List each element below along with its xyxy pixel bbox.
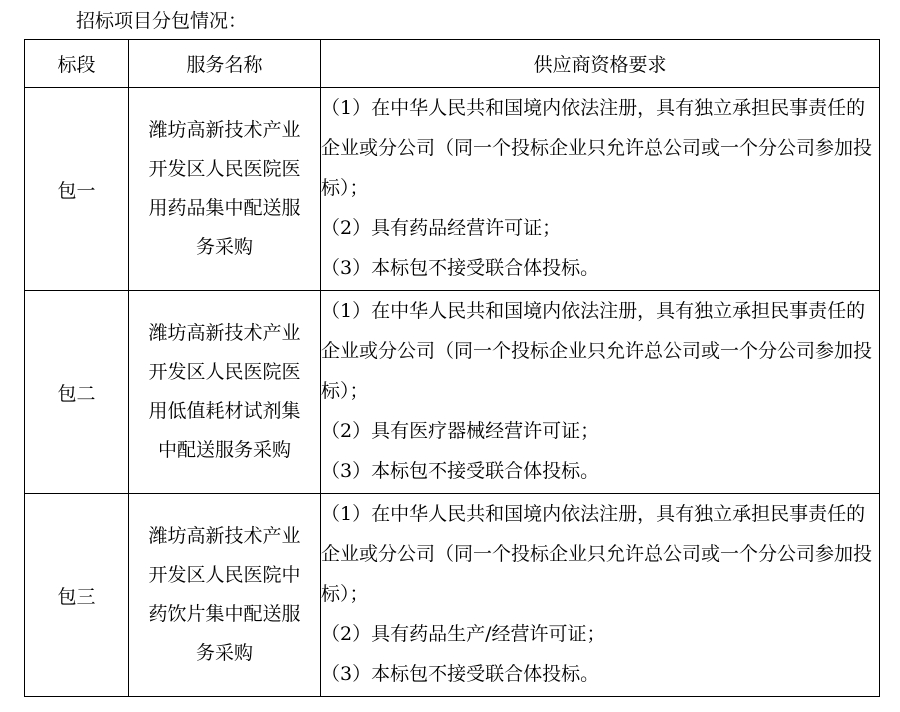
requirement-item: （2）具有药品经营许可证； <box>321 217 562 239</box>
header-service-name: 服务名称 <box>129 40 321 88</box>
table-row <box>25 291 880 494</box>
service-name: 潍坊高新技术产业开发区人民医院医用低值耗材试剂集中配送服务采购 <box>148 322 301 461</box>
bid-package-table <box>24 39 880 697</box>
segment-cell: 包一 <box>25 88 129 291</box>
table-header-row <box>25 40 880 88</box>
service-name: 潍坊高新技术产业开发区人民医院中药饮片集中配送服务采购 <box>148 525 301 664</box>
segment-cell: 包三 <box>25 494 129 697</box>
segment-cell: 包二 <box>25 291 129 494</box>
requirements-cell <box>321 88 880 291</box>
requirement-item: （3）本标包不接受联合体投标。 <box>321 460 600 482</box>
requirement-item: （3）本标包不接受联合体投标。 <box>321 257 600 279</box>
table-row <box>25 88 880 291</box>
service-cell <box>129 88 321 291</box>
requirement-item: （3）本标包不接受联合体投标。 <box>321 663 600 685</box>
service-cell <box>129 494 321 697</box>
requirements-cell <box>321 494 880 697</box>
header-supplier-requirements: 供应商资格要求 <box>321 40 880 88</box>
requirement-item: （1）在中华人民共和国境内依法注册，具有独立承担民事责任的企业或分公司（同一个投标企业只允许总公司或一个分公司参加投标）； <box>321 503 873 605</box>
requirement-item: （2）具有医疗器械经营许可证； <box>321 420 600 442</box>
requirement-item: （2）具有药品生产/经营许可证； <box>321 623 606 645</box>
requirement-item: （1）在中华人民共和国境内依法注册，具有独立承担民事责任的企业或分公司（同一个投标企业只允许总公司或一个分公司参加投标）； <box>321 97 873 199</box>
header-segment: 标段 <box>25 40 129 88</box>
service-name: 潍坊高新技术产业开发区人民医院医用药品集中配送服务采购 <box>148 119 301 258</box>
section-caption: 招标项目分包情况： <box>76 10 248 32</box>
service-cell <box>129 291 321 494</box>
requirements-cell <box>321 291 880 494</box>
table-row <box>25 494 880 697</box>
requirement-item: （1）在中华人民共和国境内依法注册，具有独立承担民事责任的企业或分公司（同一个投标企业只允许总公司或一个分公司参加投标）； <box>321 300 873 402</box>
